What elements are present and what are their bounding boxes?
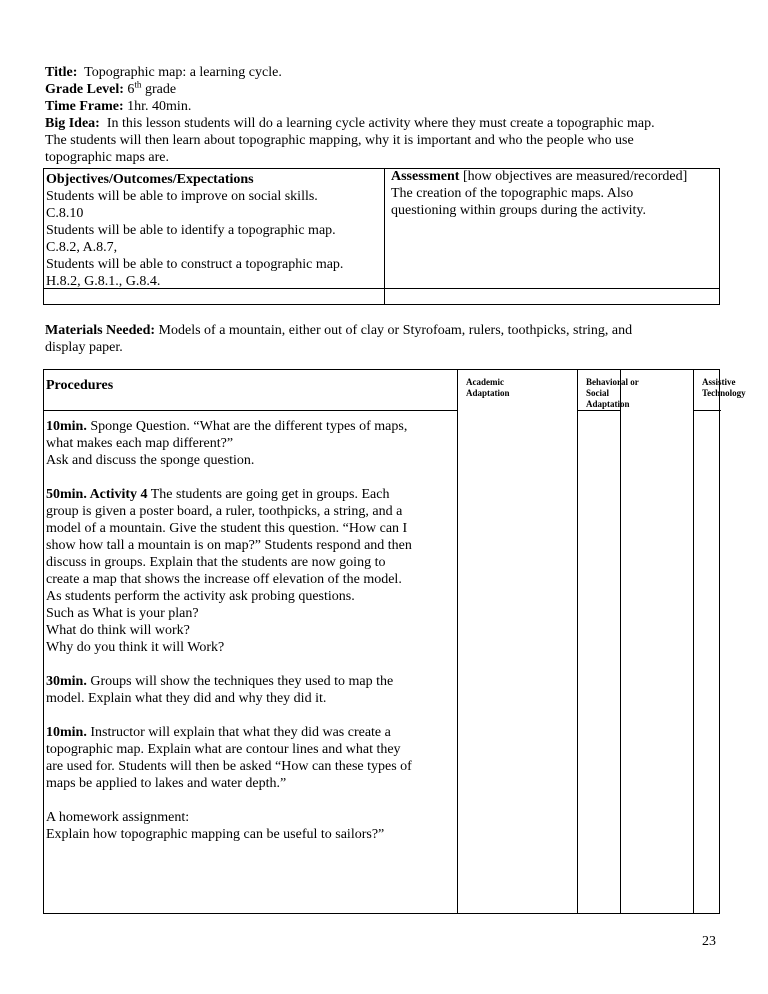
step-2: 50min. Activity 4 The students are going get in groups. Each bbox=[46, 487, 390, 502]
grade-line: Grade Level: 6th grade bbox=[45, 79, 177, 97]
objective-line: Students will be able to identify a topographic map. bbox=[46, 223, 336, 238]
assessment-heading: Assessment [how objectives are measured/recorded] bbox=[391, 169, 688, 184]
step-3: 30min. Groups will show the techniques they used to map the bbox=[46, 674, 394, 689]
academic-adaptation-header: Academic Adaptation bbox=[466, 377, 510, 398]
objectives-heading: Objectives/Outcomes/Expectations bbox=[46, 172, 254, 187]
title-line: Title: Topographic map: a learning cycle. bbox=[45, 65, 282, 80]
procedures-table bbox=[43, 369, 746, 914]
step-4: 10min. Instructor will explain that what they did was create a bbox=[46, 725, 391, 740]
objective-line: H.8.2, G.8.1., G.8.4. bbox=[46, 274, 161, 289]
assistive-technology-header: Assistive Technology bbox=[702, 377, 746, 398]
behavioral-adaptation-header: Behavioral or Social Adaptation bbox=[586, 377, 639, 409]
homework-line: A homework assignment: bbox=[46, 810, 190, 825]
big-idea-line: Big Idea: In this lesson students will do a learning cycle activity where they must create a topographic map. bbox=[45, 116, 655, 131]
time-line: Time Frame: 1hr. 40min. bbox=[45, 99, 192, 114]
materials-section: Materials Needed: Models of a mountain, either out of clay or Styrofoam, rulers, toothpicks, string, and display paper. bbox=[45, 323, 633, 355]
objective-line: C.8.10 bbox=[46, 206, 84, 221]
big-idea-line-3: topographic maps are. bbox=[45, 150, 170, 165]
objectives-table bbox=[43, 168, 720, 305]
assessment-line: questioning within groups during the activity. bbox=[391, 203, 646, 218]
assessment-cell bbox=[391, 168, 716, 219]
page-number: 23 bbox=[702, 934, 716, 949]
objective-line: Students will be able to construct a topographic map. bbox=[46, 257, 344, 272]
assessment-line: The creation of the topographic maps. Also bbox=[391, 186, 634, 201]
homework-line: Explain how topographic mapping can be useful to sailors?” bbox=[46, 827, 385, 842]
objective-line: C.8.2, A.8.7, bbox=[46, 240, 118, 255]
objectives-cell bbox=[46, 171, 382, 290]
objective-line: Students will be able to improve on social skills. bbox=[46, 189, 318, 204]
step-1: 10min. Sponge Question. “What are the different types of maps, bbox=[46, 419, 408, 434]
procedures-body: 10min. Sponge Question. “What are the different types of maps, what makes each map different?” Ask and discuss the sponge question. 50min. Activity 4 The students are going get in groups. Each group is given a poster board, a ruler, toothpicks, a string, and a model of a mountain. Give the student this question. “How can I show how tall a mountain is on map?” Students respond and then discuss in groups. Explain that the students are now going to create a map that shows the increase off elevation of the model. As students perform the activity ask probing questions. Such as What is your plan? What do think will work? Why do you think it will Work? 30min. Groups will show the techniques they used to map the model. Explain what they did and why they did it. 10min. Instructor will explain that what they did was create a topographic map. Explain what are contour lines and what they are used for. Students will then be asked “How can these types of maps be applied to lakes and water depth.” A homework assignment: Explain how topographic mapping can be useful to sailors?” bbox=[46, 418, 454, 843]
procedures-heading: Procedures bbox=[46, 378, 114, 393]
lesson-header bbox=[45, 64, 725, 166]
big-idea-line-2: The students will then learn about topographic mapping, why it is important and who the people who use bbox=[45, 133, 634, 148]
